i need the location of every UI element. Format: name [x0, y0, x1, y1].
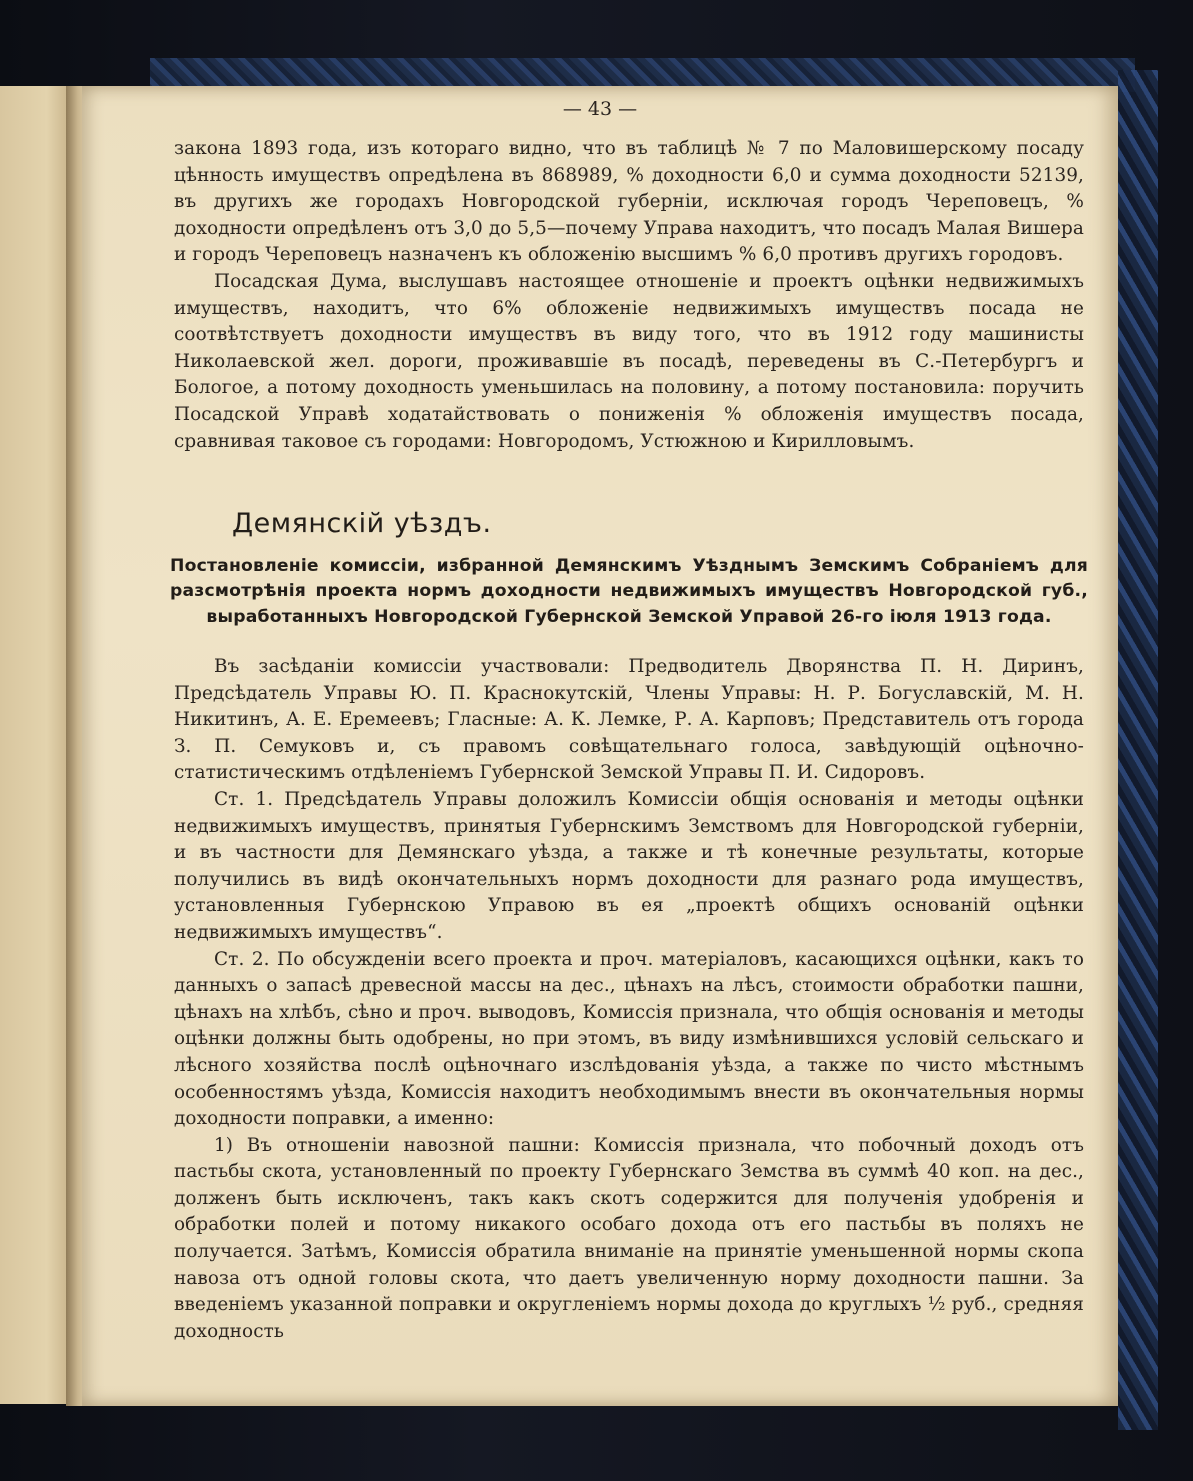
paragraph-participants: Въ засѣданіи комиссіи участвовали: Предводитель Дворянства П. Н. Диринъ, Предсѣдатель Управы Ю. П. Краснокутскій, Члены Управы: Н. Р. Богуславскій, М. Н. Никитинъ, А. Е. Еремеевъ; Гласные: А. К. Лемке, Р. А. Карповъ; Представитель отъ города З. П. Семуковъ и, съ правомъ совѣщательнаго голоса, завѣдующій оцѣночно-статистическимъ отдѣленіемъ Губернской Земской Управы П. И. Сидоровъ.	[174, 656, 1084, 784]
binding-cloth-right	[1118, 70, 1158, 1430]
text-block-top	[174, 136, 1084, 455]
book-page	[82, 86, 1118, 1406]
section-title: Демянскій уѣздъ.	[232, 508, 492, 539]
page-number: — 43 —	[562, 98, 638, 120]
paragraph-continuation: закона 1893 года, изъ котораго видно, что въ таблицѣ № 7 по Маловишерскому посаду цѣнность имуществъ опредѣлена въ 868989, % доходности 6,0 и сумма доходности 52139, въ другихъ же городахъ Новгородской губерніи, исключая городъ Череповецъ, % доходности опредѣленъ отъ 3,0 до 5,5—почему Управа находитъ, что посадъ Малая Вишера и городъ Череповецъ назначенъ къ обложенію высшимъ % 6,0 противъ другихъ городовъ.	[174, 138, 1084, 266]
resolution-title: Постановленіе комиссіи, избранной Демянскимъ Уѣзднымъ Земскимъ Собраніемъ для разсмотрѣнія проекта нормъ доходности недвижимыхъ имуществъ Новгородской губ., выработанныхъ Новгородской Губернской Земской Управой 26-го іюля 1913 года.	[170, 556, 1088, 627]
paragraph-article-2: Ст. 2. По обсужденіи всего проекта и проч. матеріаловъ, касающихся оцѣнки, какъ то данныхъ о запасѣ древесной массы на дес., цѣнахъ на лѣсъ, стоимости обработки пашни, цѣнахъ на хлѣбъ, сѣно и проч. выводовъ, Комиссія признала, что общія основанія и методы оцѣнки должны быть одобрены, но при этомъ, въ виду измѣнившихся условій сельскаго и лѣсного хозяйства послѣ оцѣночнаго изслѣдованія уѣзда, а также по чисто мѣстнымъ особенностямъ уѣзда, Комиссія находитъ необходимымъ внести въ окончательныя нормы доходности поправки, а именно:	[174, 948, 1084, 1130]
paragraph-duma: Посадская Дума, выслушавъ настоящее отношеніе и проектъ оцѣнки недвижимыхъ имуществъ, находитъ, что 6% обложеніе недвижимыхъ имуществъ посада не соотвѣтствуетъ доходности имуществъ въ виду того, что въ 1912 году машинисты Николаевской жел. дороги, проживавшіе въ посадѣ, переведены въ С.-Петербургъ и Бологое, а потому доходность уменьшилась на половину, а потому постановила: поручить Посадской Управѣ ходатайствовать о пониженія % обложенія имуществъ посада, сравнивая таковое съ городами: Новгородомъ, Устюжною и Кирилловымъ.	[174, 270, 1084, 452]
paragraph-item-1: 1) Въ отношеніи навозной пашни: Комиссія признала, что побочный доходъ отъ пастьбы скота, установленный по проекту Губернскаго Земства въ суммѣ 40 коп. на дес., долженъ быть исключенъ, такъ какъ скотъ содержится для полученія удобренія и обработки полей и потому никакого особаго дохода отъ его пастьбы въ поляхъ не получается. Затѣмъ, Комиссія обратила вниманіе на принятіе уменьшенной нормы скопа навоза отъ одной головы скота, что даетъ увеличенную норму доходности пашни. За введеніемъ указанной поправки и округленіемъ нормы дохода до круглыхъ ½ руб., средняя доходность	[174, 1134, 1084, 1342]
paragraph-article-1: Ст. 1. Предсѣдатель Управы доложилъ Комиссіи общія основанія и методы оцѣнки недвижимыхъ имуществъ, принятыя Губернскимъ Земствомъ для Новгородской губерніи, и въ частности для Демянскаго уѣзда, а также и тѣ конечные результаты, которые получились въ видѣ окончательныхъ нормъ доходности для разнаго рода имуществъ, установленныя Губернскою Управою въ ея „проектѣ общихъ основаній оцѣнки недвижимыхъ имуществъ“.	[174, 788, 1084, 943]
text-block-bottom	[174, 654, 1084, 1345]
